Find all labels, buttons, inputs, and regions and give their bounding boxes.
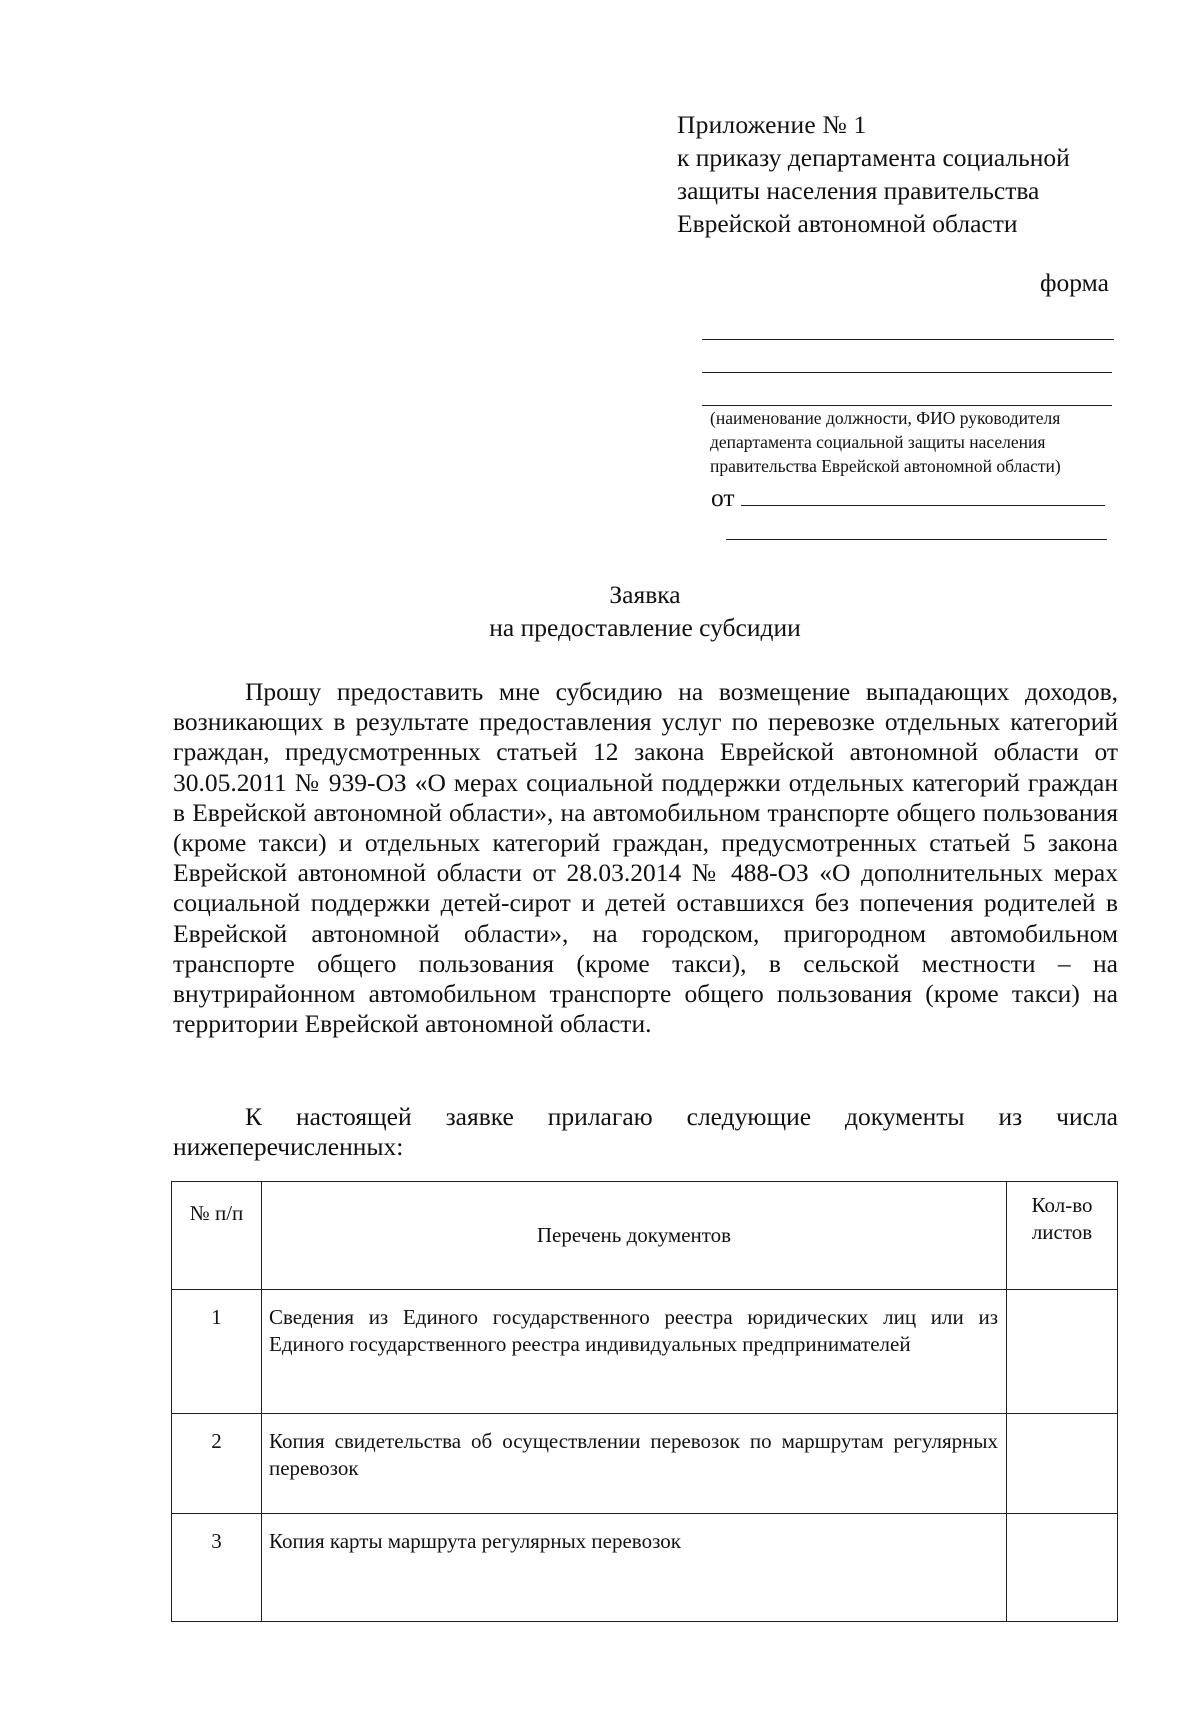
row-number: 2	[172, 1414, 262, 1514]
header-sheet-count-line1: Кол-во	[1031, 1193, 1093, 1217]
document-title: Заявка	[609, 580, 681, 609]
from-blank-line-1[interactable]	[741, 505, 1105, 506]
addressee-caption	[710, 406, 1130, 478]
from-label: от	[711, 483, 735, 512]
addressee-caption-line2: департамента социальной защиты населения	[710, 432, 1046, 452]
form-label: форма	[1040, 268, 1109, 297]
appendix-order-line1: к приказу департамента социальной	[677, 143, 1070, 172]
row-document-name: Копия свидетельства об осуществлении перевозок по маршрутам регулярных перевозок	[262, 1414, 1007, 1514]
documents-table	[171, 1181, 1118, 1622]
row-sheet-count-cell[interactable]	[1007, 1290, 1118, 1414]
addressee-blank-line-2[interactable]	[702, 372, 1112, 373]
table-header-row	[172, 1182, 1118, 1290]
addressee-caption-line1: (наименование должности, ФИО руководителя	[710, 408, 1061, 428]
from-blank-line-2[interactable]	[726, 539, 1107, 540]
row-number: 3	[172, 1514, 262, 1622]
appendix-order-line3: Еврейской автономной области	[677, 209, 1018, 238]
appendix-number: Приложение № 1	[677, 110, 867, 139]
header-num: № п/п	[172, 1182, 262, 1290]
appendix-order-line2: защиты населения правительства	[677, 176, 1040, 205]
row-sheet-count-cell[interactable]	[1007, 1514, 1118, 1622]
document-subtitle: на предоставление субсидии	[489, 613, 801, 642]
row-sheet-count-cell[interactable]	[1007, 1414, 1118, 1514]
header-document-list: Перечень документов	[262, 1182, 1007, 1290]
table-row	[172, 1514, 1118, 1622]
row-number: 1	[172, 1290, 262, 1414]
row-document-name: Копия карты маршрута регулярных перевозок	[262, 1514, 1007, 1622]
request-paragraph: Прошу предоставить мне субсидию на возмещение выпадающих доходов, возникающих в результате предоставления услуг по перевозке отдельных категорий граждан, предусмотренных статьей 12 закона Еврейской автономной области от 30.05.2011 № 939-ОЗ «О мерах социальной поддержки отдельных категорий граждан в Еврейской автономной области», на автомобильном транспорте общего пользования (кроме такси) и отдельных категорий граждан, предусмотренных статьей 5 закона Еврейской автономной области от 28.03.2014 № 488-ОЗ «О дополнительных мерах социальной поддержки детей-сирот и детей оставшихся без попечения родителей в Еврейской автономной области», на городском, пригородном автомобильном транспорте общего пользования (кроме такси), в сельской местности – на внутрирайонном автомобильном транспорте общего пользования (кроме такси) на территории Еврейской автономной области.	[173, 677, 1118, 1039]
row-document-name: Сведения из Единого государственного реестра юридических лиц или из Единого государственного реестра индивидуальных предпринимателей	[262, 1290, 1007, 1414]
header-sheet-count-line2: листов	[1031, 1220, 1093, 1244]
header-sheet-count	[1007, 1182, 1118, 1290]
table-row	[172, 1414, 1118, 1514]
table-row	[172, 1290, 1118, 1414]
attachments-intro-paragraph: К настоящей заявке прилагаю следующие документы из числа нижеперечисленных:	[173, 1102, 1118, 1162]
addressee-blank-line-1[interactable]	[702, 339, 1114, 340]
addressee-caption-line3: правительства Еврейской автономной области)	[710, 456, 1061, 476]
appendix-header	[677, 108, 1137, 240]
